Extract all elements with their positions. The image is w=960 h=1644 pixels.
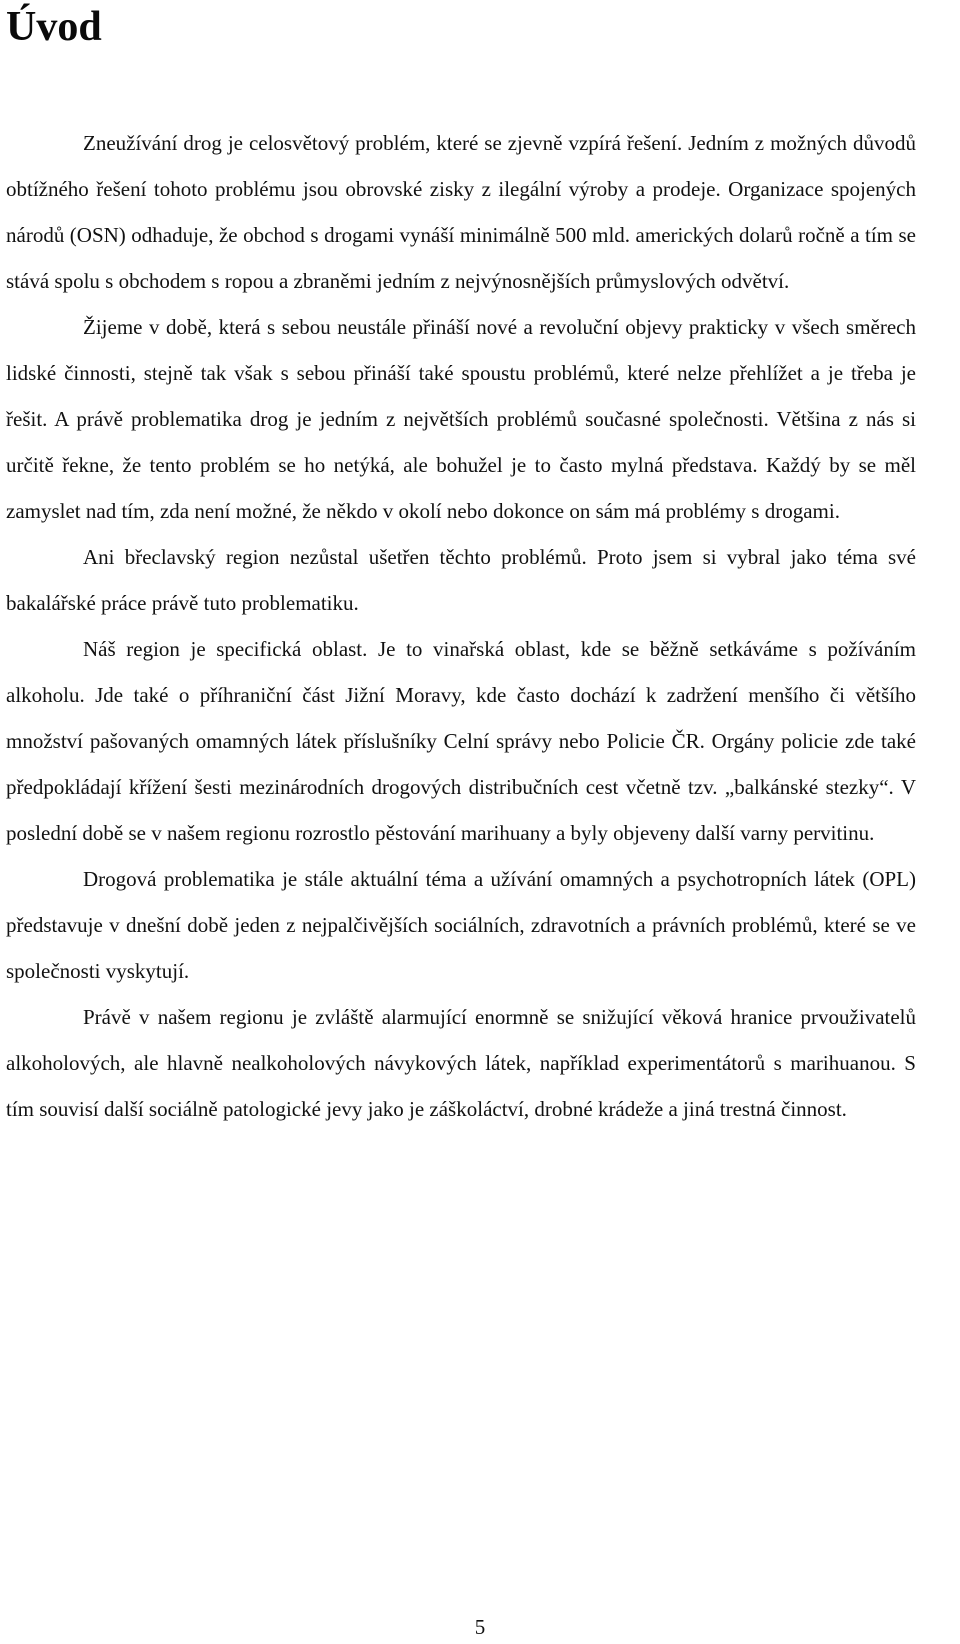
paragraph-3: Ani břeclavský region nezůstal ušetřen těchto problémů. Proto jsem si vybral jako téma své bakalářské práce právě tuto problematiku. (6, 545, 916, 615)
page-number: 5 (474, 1615, 486, 1639)
paragraph-4: Náš region je specifická oblast. Je to vinařská oblast, kde se běžně setkáváme s požíváním alkoholu. Jde také o příhraniční část Jižní Moravy, kde často dochází k zadržení menšího či většího množství pašovaných omamných látek příslušníky Celní správy nebo Policie ČR. Orgány policie zde také předpokládají křížení šesti mezinárodních drogových distribučních cest včetně tzv. „balkánské stezky“. V poslední době se v našem regionu rozrostlo pěstování marihuany a byly objeveny další varny pervitinu. (6, 637, 916, 845)
paragraph-6: Právě v našem regionu je zvláště alarmující enormně se snižující věková hranice prvouživatelů alkoholových, ale hlavně nealkoholových návykových látek, například experimentátorů s marihuanou. S tím souvisí další sociálně patologické jevy jako je záškoláctví, drobné krádeže a jiná trestná činnost. (6, 1005, 916, 1121)
paragraph-2: Žijeme v době, která s sebou neustále přináší nové a revoluční objevy prakticky v všech směrech lidské činnosti, stejně tak však s sebou přináší také spoustu problémů, které nelze přehlížet a je třeba je řešit. A právě problematika drog je jedním z největších problémů současné společnosti. Většina z nás si určitě řekne, že tento problém se ho netýká, ale bohužel je to často mylná představa. Každý by se měl zamyslet nad tím, zda není možné, že někdo v okolí nebo dokonce on sám má problémy s drogami. (6, 315, 916, 523)
page-title: Úvod (6, 4, 102, 50)
paragraph-5: Drogová problematika je stále aktuální téma a užívání omamných a psychotropních látek (OPL) představuje v dnešní době jeden z nejpalčivějších sociálních, zdravotních a právních problémů, které se ve společnosti vyskytují. (6, 867, 916, 983)
body-text (6, 120, 916, 1132)
paragraph-1: Zneužívání drog je celosvětový problém, které se zjevně vzpírá řešení. Jedním z možných důvodů obtížného řešení tohoto problému jsou obrovské zisky z ilegální výroby a prodeje. Organizace spojených národů (OSN) odhaduje, že obchod s drogami vynáší minimálně 500 mld. amerických dolarů ročně a tím se stává spolu s obchodem s ropou a zbraněmi jedním z nejvýnosnějších průmyslových odvětví. (6, 131, 916, 293)
